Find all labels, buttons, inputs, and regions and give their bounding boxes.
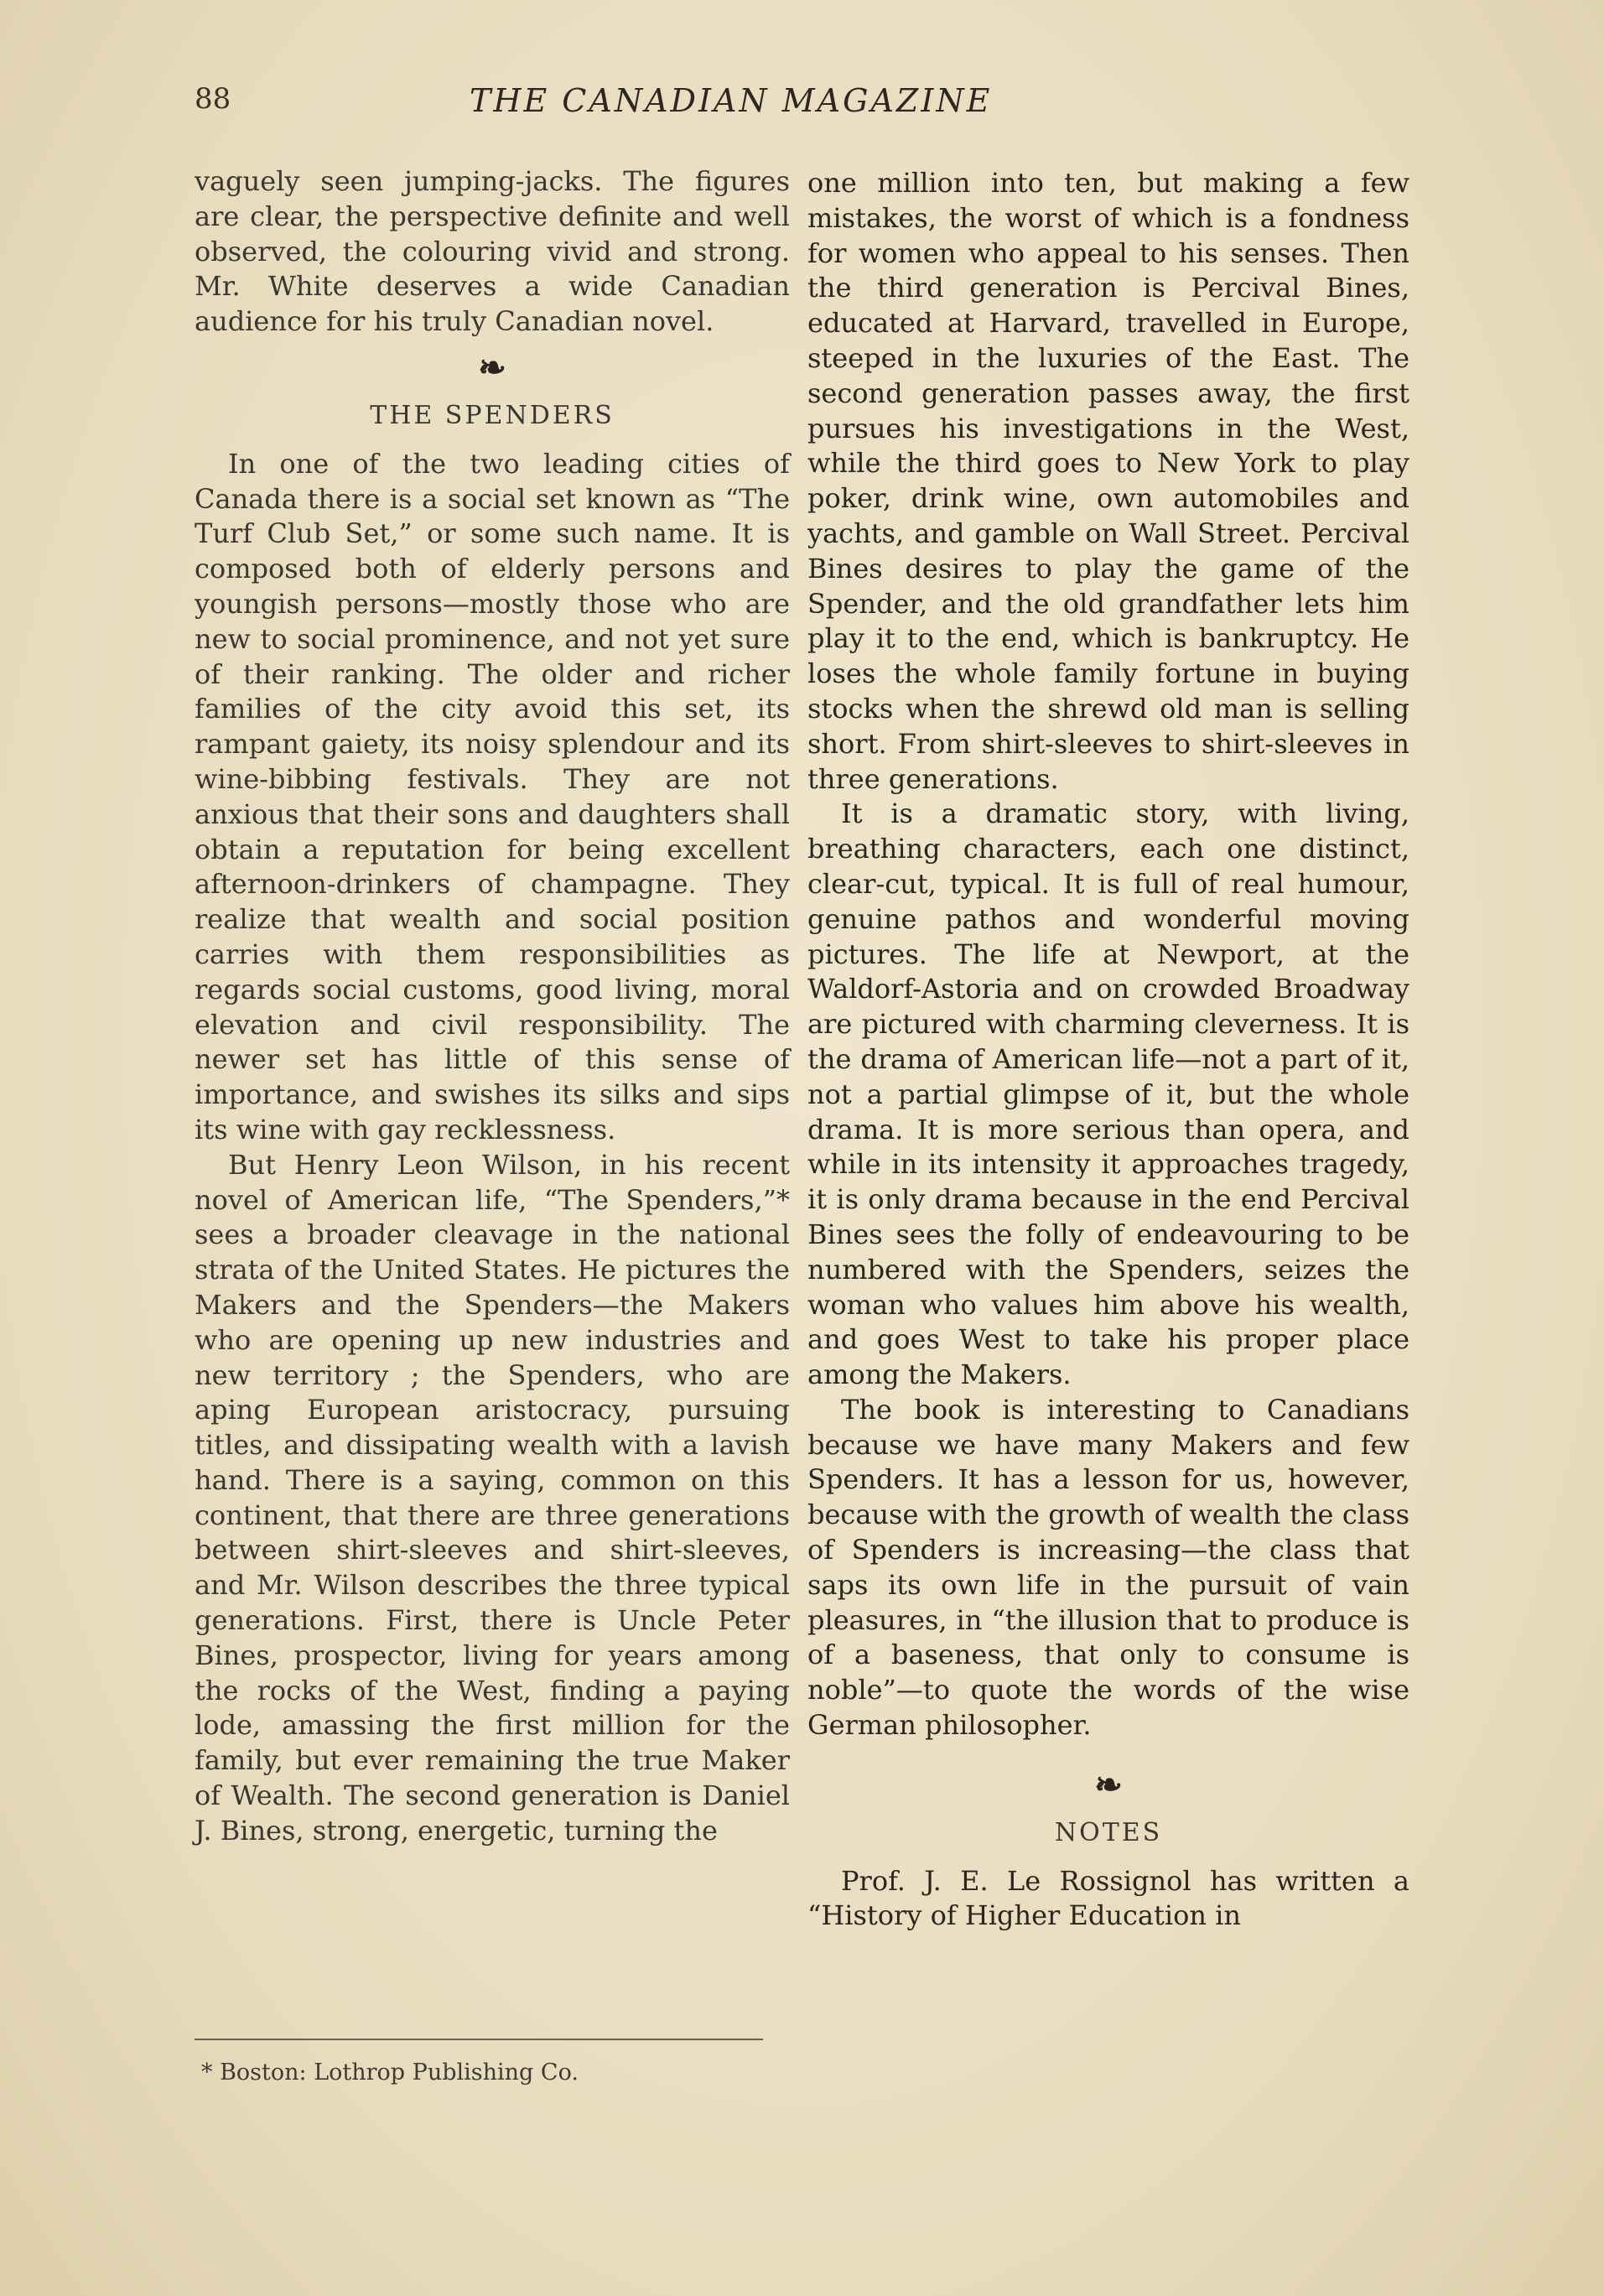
page-number: 88 <box>195 82 231 116</box>
paragraph: Prof. J. E. Le Rossignol has written a “History of Higher Education in <box>807 1864 1409 1932</box>
paragraph: But Henry Leon Wilson, in his recent novel of American life, “The Spenders,”* sees a broader cleavage in the national strata of the United States. He pictures the Makers and the Spenders—the Makers who are opening up new industries and new territory ; the Spenders, who are aping European aristocracy, pursuing titles, and dissipating wealth with a lavish hand. There is a saying, common on this continent, that there are three generations between shirt-sleeves and shirt-sleeves, and Mr. Wilson describes the three typical generations. First, there is Uncle Peter Bines, prospector, living for years among the rocks of the West, finding a paying lode, amassing the first million for the family, but ever remaining the true Maker of Wealth. The second generation is Daniel J. Bines, strong, energetic, turning the <box>195 1148 790 1847</box>
paragraph: It is a dramatic story, with living, breathing characters, each one distinct, clear-cut, typical. It is full of real humour, genuine pathos and wonderful moving pictures. The life at Newport, at the Waldorf-Astoria and on crowded Broadway are pictured with charming cleverness. It is the drama of American life—not a part of it, not a partial glimpse of it, but the whole drama. It is more serious than opera, and while in its intensity it approaches tragedy, it is only drama because in the end Percival Bines sees the folly of endeavouring to be numbered with the Spenders, seizes the woman who values him above his wealth, and goes West to take his proper place among the Makers. <box>807 797 1409 1391</box>
paragraph: one million into ten, but making a few mistakes, the worst of which is a fondness for women who appeal to his senses. Then the third generation is Percival Bines, educated at Harvard, travelled in Europe, steeped in the luxuries of the East. The second generation passes away, the first pursues his investigations in the West, while the third goes to New York to play poker, drink wine, own automobiles and yachts, and gamble on Wall Street. Percival Bines desires to play the game of the Spender, and the old grandfather lets him play it to the end, which is bankruptcy. He loses the whole family fortune in buying stocks when the shrewd old man is selling short. From shirt-sleeves to shirt-sleeves in three generations. <box>807 167 1409 795</box>
left-column <box>195 164 790 1849</box>
section-ornament-icon: ❧ <box>478 347 506 387</box>
section-heading-notes: NOTES <box>1054 1817 1163 1847</box>
section-ornament-icon: ❧ <box>1094 1764 1123 1805</box>
footnote-rule <box>195 2039 763 2040</box>
intro-paragraph: vaguely seen jumping-jacks. The figures are clear, the perspective definite and well observed, the colouring vivid and strong. Mr. White deserves a wide Canadian audience for his truly Canadian novel. <box>195 165 790 338</box>
paragraph: In one of the two leading cities of Canada there is a social set known as “The Turf Club Set,” or some such name. It is composed both of elderly persons and youngish persons—mostly those who are new to social prominence, and not yet sure of their ranking. The older and richer families of the city avoid this set, its rampant gaiety, its noisy splendour and its wine-bibbing festivals. They are not anxious that their sons and daughters shall obtain a reputation for being excellent afternoon-drinkers of champagne. They realize that wealth and social position carries with them responsibilities as regards social customs, good living, moral elevation and civil responsibility. The newer set has little of this sense of importance, and swishes its silks and sips its wine with gay recklessness. <box>195 447 790 1145</box>
section-heading-spenders: THE SPENDERS <box>370 400 615 430</box>
running-head: THE CANADIAN MAGAZINE <box>470 82 993 119</box>
paragraph: The book is interesting to Canadians because we have many Makers and few Spenders. It has a lesson for us, however, because with the growth of wealth the class of Spenders is increasing—the class that saps its own life in the pursuit of vain pleasures, in “the illusion that to produce is of a baseness, that only to consume is noble”—to quote the words of the wise German philosopher. <box>807 1393 1409 1742</box>
footnote: * Boston: Lothrop Publishing Co. <box>201 2060 579 2086</box>
right-column <box>807 166 1409 1934</box>
